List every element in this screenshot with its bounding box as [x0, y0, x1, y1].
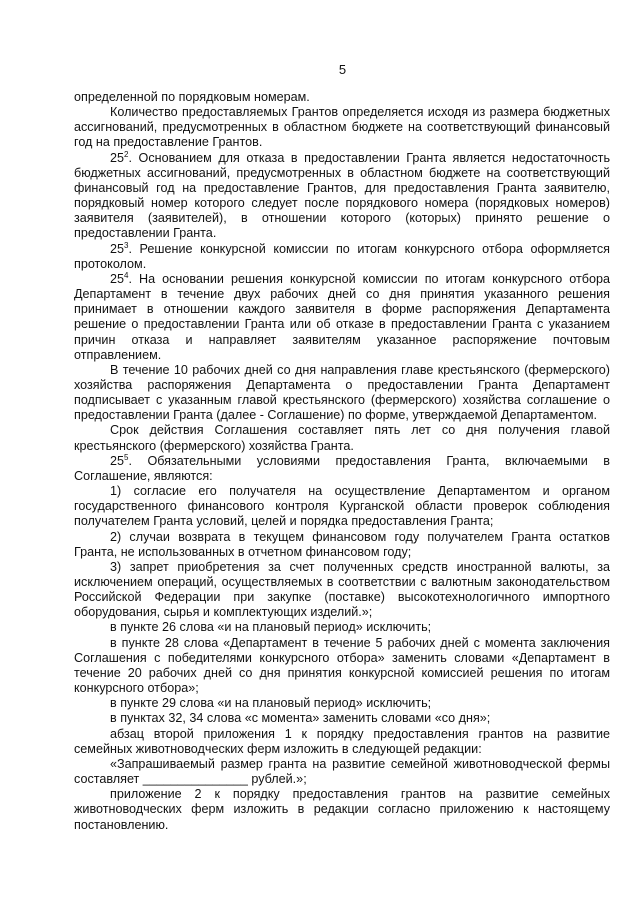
quoted-new-text: «Запрашиваемый размер гранта на развитие семейной животноводческой фермы составляет _______________ рублей.»;	[74, 756, 610, 787]
paragraph-agreement-signing: В течение 10 рабочих дней со дня направления главе крестьянского (фермерского) хозяйства распоряжения Департамента о предоставлении Гранта Департамент подписывает с указанным главой крестьянского (фермерского) хозяйства соглашение о предоставлении Гранта (далее - Соглашение) по форме, утверждаемой Департаментом.	[74, 362, 610, 423]
amendment-item-32-34: в пунктах 32, 34 слова «с момента» заменить словами «со дня»;	[110, 711, 491, 726]
amendment-item-29: в пункте 29 слова «и на плановый период» исключить;	[110, 696, 432, 711]
amendment-appendix-2: приложение 2 к порядку предоставления грантов на развитие семейных животноводческих ферм изложить в редакции согласно приложению к настоящему постановлению.	[74, 787, 610, 832]
paragraph-continuation: определенной по порядковым номерам.	[74, 90, 310, 104]
page-number: 5	[338, 62, 347, 77]
amendment-appendix-1: абзац второй приложения 1 к порядку предоставления грантов на развитие семейных животноводческих ферм изложить в следующей редакции:	[74, 726, 610, 756]
paragraph-grant-quantity: Количество предоставляемых Грантов определяется исходя из размера бюджетных ассигнований, предусмотренных в областном бюджете на соответствующий финансовый год на предоставление Грантов.	[74, 105, 610, 150]
paragraph-25-2: $25^2$. Основанием для отказа в предоставлении Гранта является недостаточность бюджетных ассигнований, предусмотренных в областном бюджете на соответствующий финансовый год на предоставление Грантов, для предоставления Гранта заявителю, порядковый номер которого следует после порядкового номера (порядковых номеров) заявителя (заявителей), в отношении которого (которых) принято решение о предоставлении Гранта.	[74, 149, 610, 241]
paragraph-agreement-term: Срок действия Соглашения составляет пять лет со дня получения главой крестьянского (фермерского) хозяйства Гранта.	[74, 423, 610, 453]
document-body	[74, 90, 610, 833]
paragraph-25-3: $25^3$. Решение конкурсной комиссии по итогам конкурсного отбора оформляется протоколом.	[74, 240, 610, 271]
paragraph-25-4: $25^4$. На основании решения конкурсной комиссии по итогам конкурсного отбора Департамент в течение двух рабочих дней со дня принятия указанного решения принимает в отношении каждого заявителя в форме распоряжения Департамента решение о предоставлении Гранта или об отказе в предоставлении Гранта с указанием причин отказа и направляет заявителям указанное распоряжение почтовым отправлением.	[74, 270, 610, 362]
amendment-item-28: в пункте 28 слова «Департамент в течение 5 рабочих дней с момента заключения Соглашения с победителями конкурсного отбора» заменить словами «Департамент в течение 20 рабочих дней со дня принятия конкурсной комиссией решения по итогам конкурсного отбора»;	[74, 635, 610, 696]
paragraph-25-5: $25^5$. Обязательными условиями предоставления Гранта, включаемыми в Соглашение, являются:	[74, 452, 610, 483]
list-item-condition-1: 1) согласие его получателя на осуществление Департаментом и органом государственного финансового контроля Курганской области проверок соблюдения получателем Гранта условий, целей и порядка предоставления Гранта;	[74, 484, 610, 529]
list-item-condition-3: 3) запрет приобретения за счет полученных средств иностранной валюты, за исключением операций, осуществляемых в соответствии с валютным законодательством Российской Федерации при закупке (поставке) высокотехнологичного импортного оборудования, сырья и комплектующих изделий.»;	[74, 559, 610, 620]
amendment-item-26: в пункте 26 слова «и на плановый период» исключить;	[110, 620, 432, 635]
list-item-condition-2: 2) случаи возврата в текущем финансовом году получателем Гранта остатков Гранта, не использованных в отчетном финансовом году;	[74, 529, 610, 559]
